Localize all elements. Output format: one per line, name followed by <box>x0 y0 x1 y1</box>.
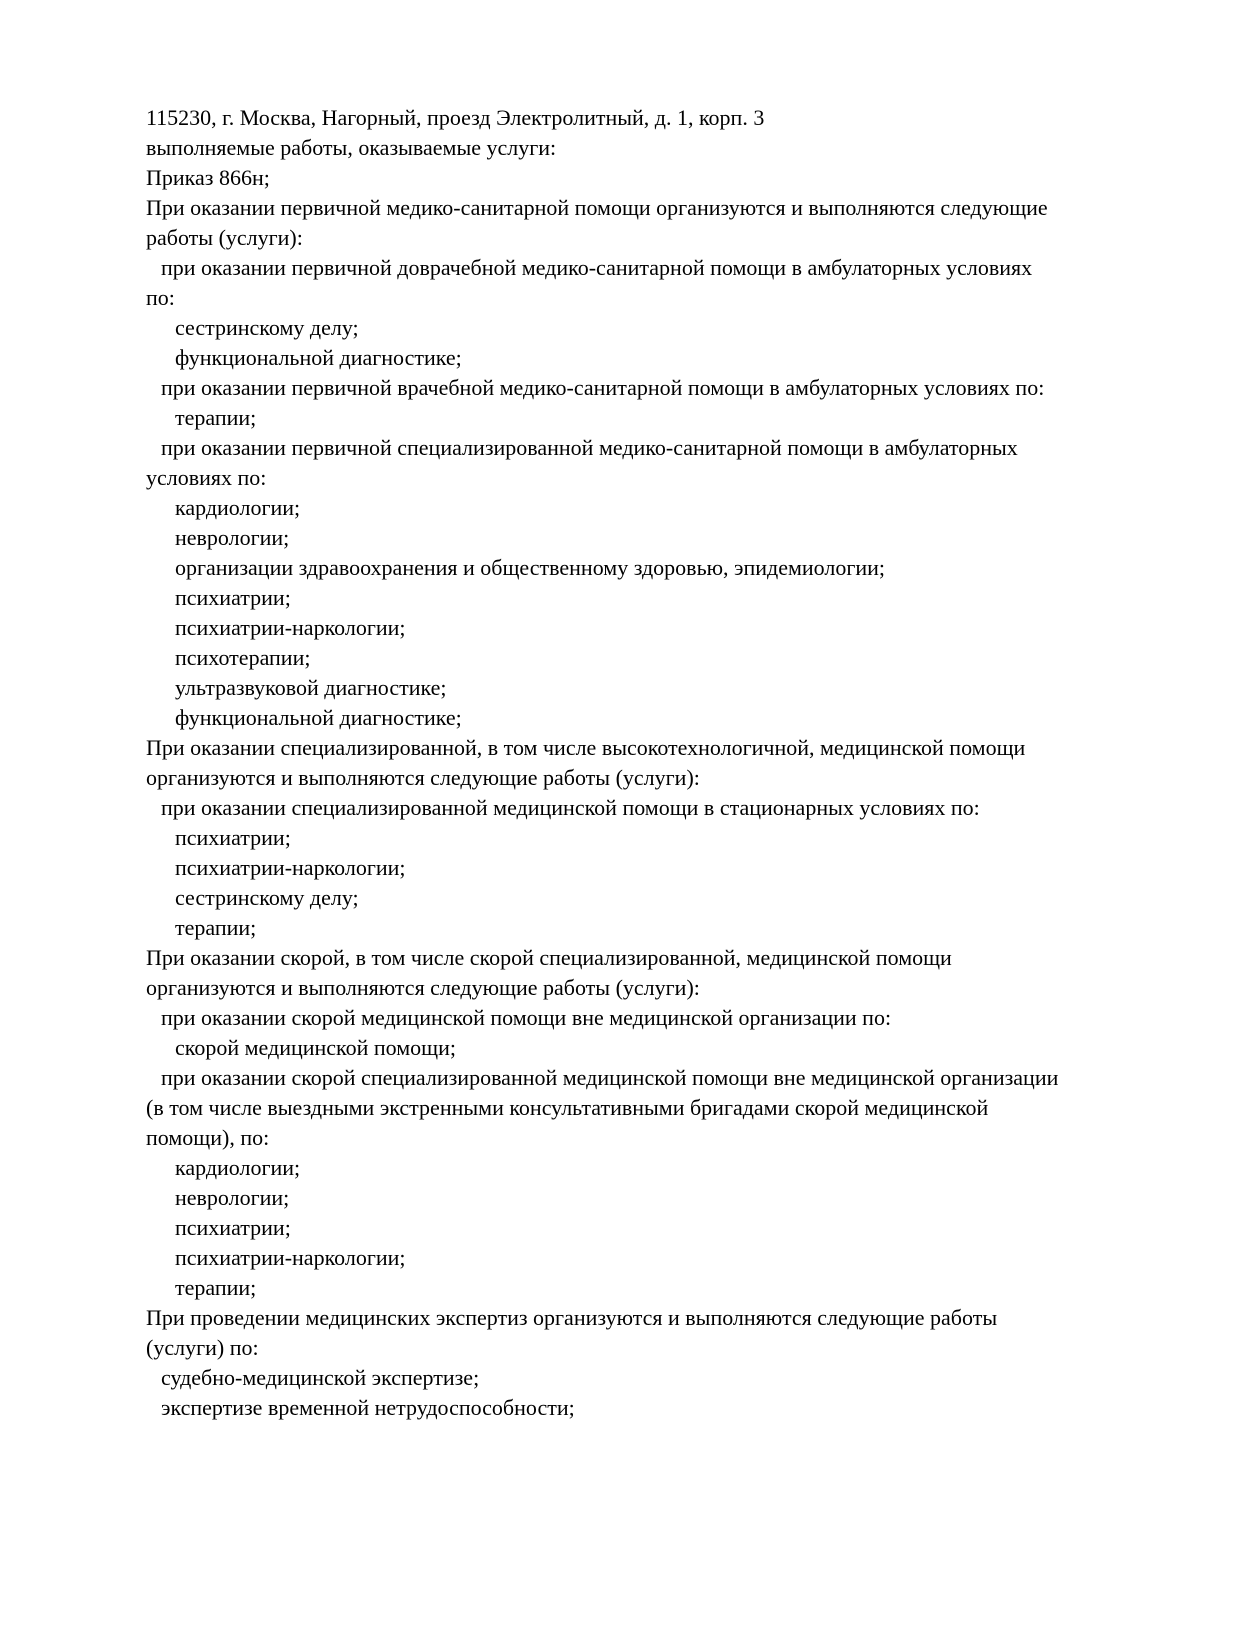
document-line: функциональной диагностике; <box>175 345 462 370</box>
document-line: психиатрии-наркологии; <box>175 855 406 880</box>
document-text-block <box>146 103 1206 1423</box>
document-line: психиатрии; <box>175 1215 291 1240</box>
document-line: терапии; <box>175 1275 257 1300</box>
document-line: при оказании первичной доврачебной медико-санитарной помощи в амбулаторных условиях <box>161 255 1033 280</box>
document-line: (услуги) по: <box>146 1335 259 1360</box>
document-line: выполняемые работы, оказываемые услуги: <box>146 135 557 160</box>
document-line: экспертизе временной нетрудоспособности; <box>161 1395 575 1420</box>
document-line: при оказании скорой медицинской помощи вне медицинской организации по: <box>161 1005 892 1030</box>
document-line: условиях по: <box>146 465 267 490</box>
document-line: судебно-медицинской экспертизе; <box>161 1365 480 1390</box>
document-line: (в том числе выездными экстренными консультативными бригадами скорой медицинской <box>146 1095 989 1120</box>
document-line: скорой медицинской помощи; <box>175 1035 457 1060</box>
document-line: психиатрии-наркологии; <box>175 615 406 640</box>
document-line: сестринскому делу; <box>175 315 359 340</box>
document-line: психиатрии; <box>175 825 291 850</box>
document-line: при оказании специализированной медицинской помощи в стационарных условиях по: <box>161 795 980 820</box>
document-line: При оказании скорой, в том числе скорой специализированной, медицинской помощи <box>146 945 952 970</box>
document-line: 115230, г. Москва, Нагорный, проезд Электролитный, д. 1, корп. 3 <box>146 105 765 130</box>
document-line: при оказании первичной врачебной медико-санитарной помощи в амбулаторных условиях по: <box>161 375 1045 400</box>
document-line: психотерапии; <box>175 645 311 670</box>
document-line: терапии; <box>175 405 257 430</box>
document-line: сестринскому делу; <box>175 885 359 910</box>
document-line: психиатрии-наркологии; <box>175 1245 406 1270</box>
document-line: организуются и выполняются следующие работы (услуги): <box>146 765 700 790</box>
document-line: ультразвуковой диагностике; <box>175 675 447 700</box>
document-line: функциональной диагностике; <box>175 705 462 730</box>
document-line: При проведении медицинских экспертиз организуются и выполняются следующие работы <box>146 1305 998 1330</box>
document-line: кардиологии; <box>175 1155 301 1180</box>
document-line: при оказании первичной специализированной медико-санитарной помощи в амбулаторных <box>161 435 1018 460</box>
document-line: При оказании специализированной, в том числе высокотехнологичной, медицинской помощи <box>146 735 1026 760</box>
document-line: работы (услуги): <box>146 225 303 250</box>
document-line: организации здравоохранения и общественному здоровью, эпидемиологии; <box>175 555 886 580</box>
document-line: терапии; <box>175 915 257 940</box>
document-line: психиатрии; <box>175 585 291 610</box>
document-line: помощи), по: <box>146 1125 270 1150</box>
document-line: организуются и выполняются следующие работы (услуги): <box>146 975 700 1000</box>
document-line: неврологии; <box>175 525 290 550</box>
document-line: неврологии; <box>175 1185 290 1210</box>
document-line: при оказании скорой специализированной медицинской помощи вне медицинской организации <box>161 1065 1059 1090</box>
document-line: Приказ 866н; <box>146 165 270 190</box>
document-line: по: <box>146 285 175 310</box>
document-line: При оказании первичной медико-санитарной помощи организуются и выполняются следующие <box>146 195 1048 220</box>
document-line: кардиологии; <box>175 495 301 520</box>
